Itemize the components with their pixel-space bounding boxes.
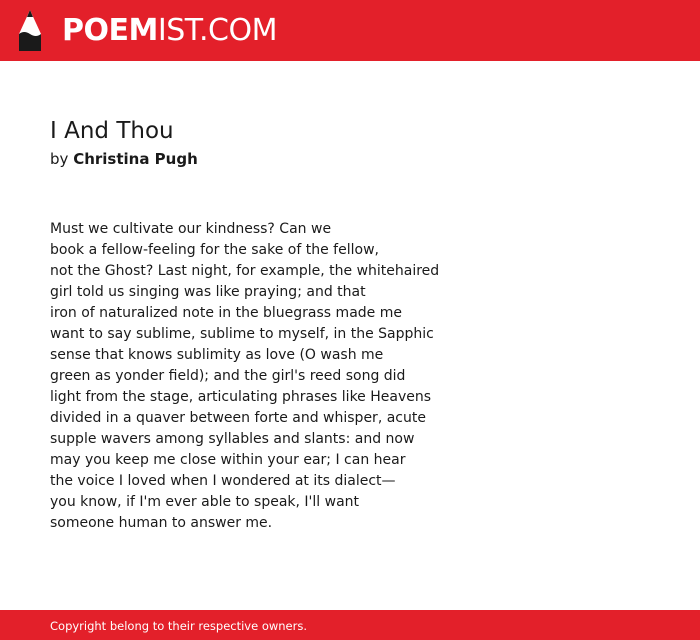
poem-body	[50, 219, 650, 534]
poem-line: divided in a quaver between forte and whisper, acute	[50, 410, 426, 426]
poem-line: sense that knows sublimity as love (O wash me	[50, 347, 384, 363]
logo-text-bold: POEM	[62, 13, 158, 48]
site-logo-link[interactable]	[62, 13, 277, 49]
poem-line: Must we cultivate our kindness? Can we	[50, 221, 332, 237]
poem-line: girl told us singing was like praying; and that	[50, 284, 366, 300]
poem-line: not the Ghost? Last night, for example, the whitehaired	[50, 263, 440, 279]
poem-byline	[50, 148, 198, 170]
copyright-notice: Copyright belong to their respective owners.	[50, 619, 308, 633]
poem-line: supple wavers among syllables and slants: and now	[50, 431, 415, 447]
logo-text-light: IST.COM	[157, 13, 277, 48]
poem-line: the voice I loved when I wondered at its dialect—	[50, 473, 396, 489]
poem-author: Christina Pugh	[73, 150, 198, 168]
site-footer	[0, 610, 700, 640]
poem-line: green as yonder field); and the girl's reed song did	[50, 368, 406, 384]
poem-line: iron of naturalized note in the bluegrass made me	[50, 305, 402, 321]
poem-title: I And Thou	[50, 118, 174, 144]
poem-line: light from the stage, articulating phrases like Heavens	[50, 389, 432, 405]
byline-label: by	[50, 150, 69, 168]
poem-line: someone human to answer me.	[50, 515, 273, 531]
poem-line: you know, if I'm ever able to speak, I'll want	[50, 494, 360, 510]
poem-line: book a fellow-feeling for the sake of the fellow,	[50, 242, 379, 258]
poem-line: may you keep me close within your ear; I can hear	[50, 452, 406, 468]
pencil-tip-icon[interactable]	[18, 10, 42, 51]
site-header	[0, 0, 700, 61]
poem-line: want to say sublime, sublime to myself, in the Sapphic	[50, 326, 434, 342]
